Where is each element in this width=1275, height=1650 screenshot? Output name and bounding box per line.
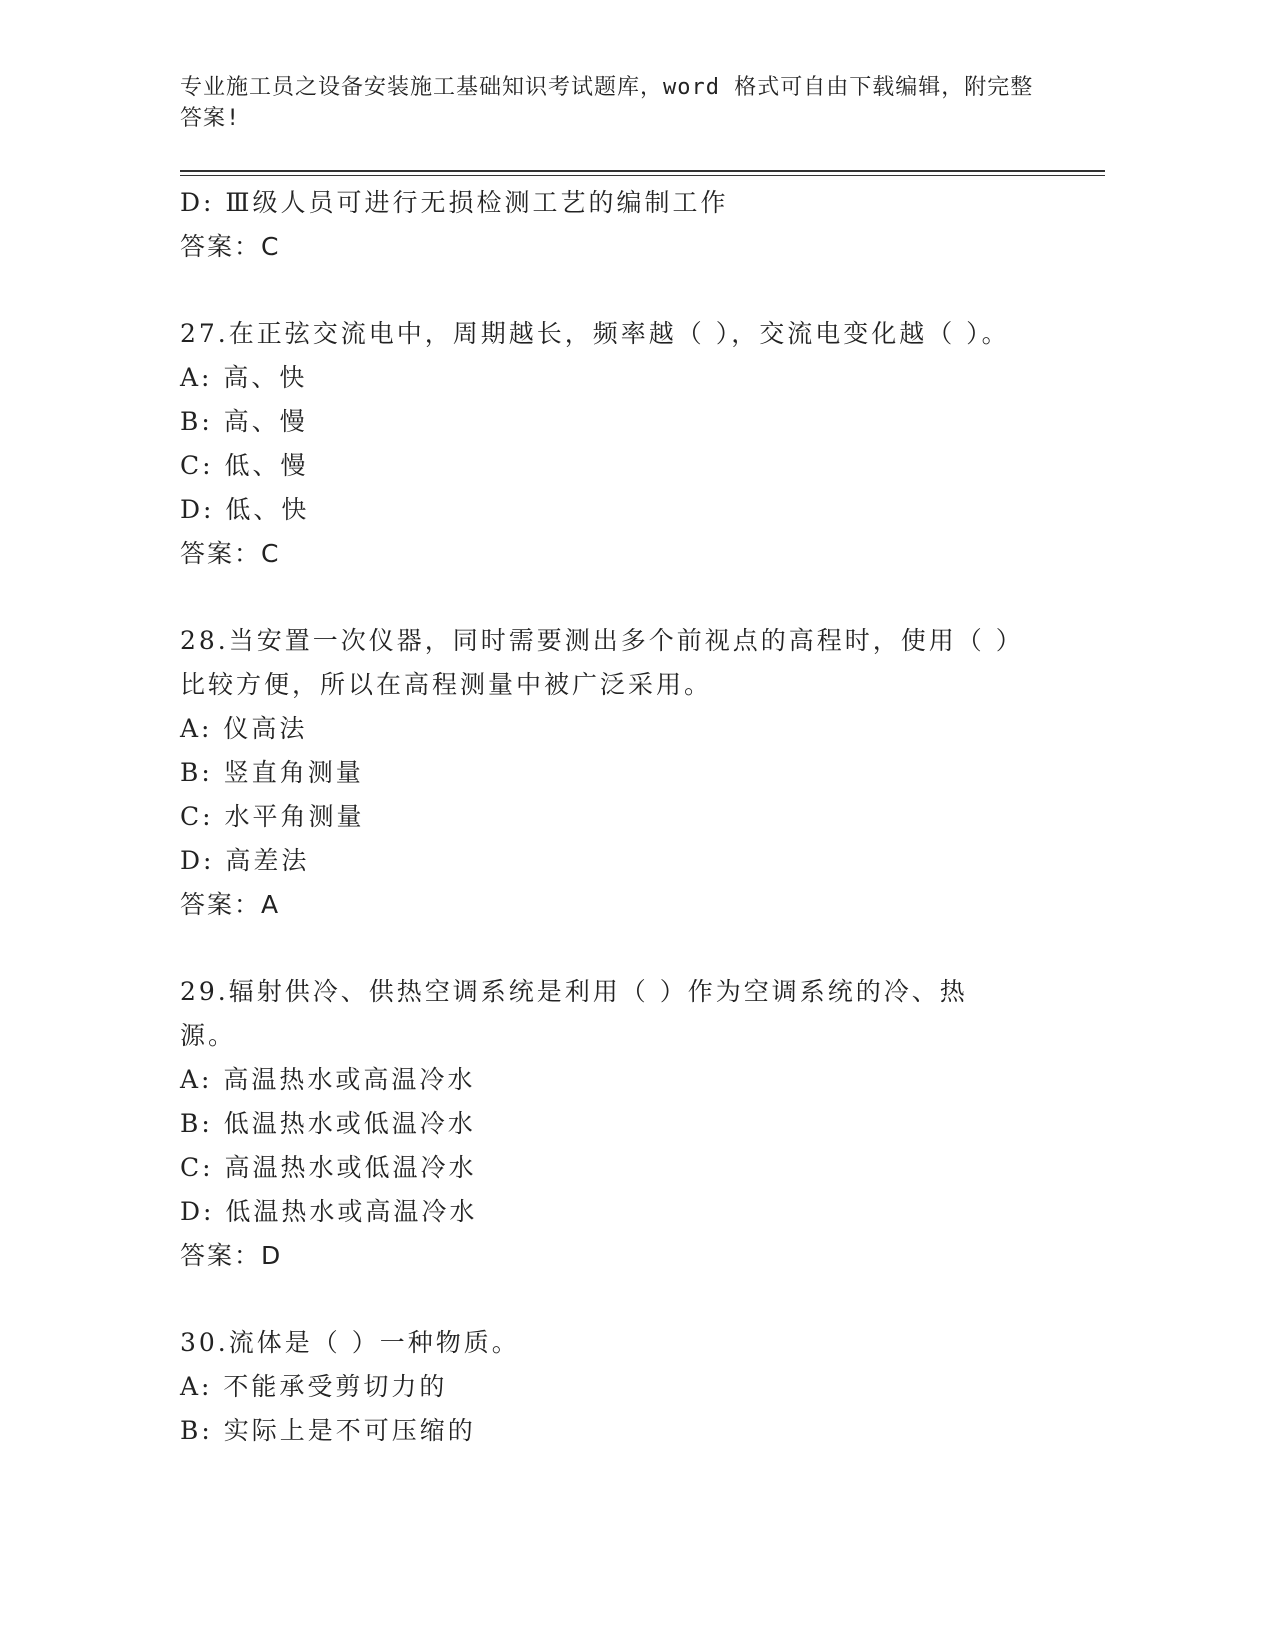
question-29 xyxy=(180,970,1060,1278)
option-b: B: 低温热水或低温冷水 xyxy=(180,1109,476,1138)
option-a: A: 不能承受剪切力的 xyxy=(180,1372,448,1401)
option-c: C: 高温热水或低温冷水 xyxy=(180,1153,477,1182)
question-27 xyxy=(180,312,1060,576)
option-b: B: 高、慢 xyxy=(180,407,308,436)
question-stem: 28.当安置一次仪器，同时需要测出多个前视点的高程时，使用（ ）比较方便，所以在高程测量中被广泛采用。 xyxy=(180,626,1012,699)
option-a: A: 仪高法 xyxy=(180,714,308,743)
option-b: B: 竖直角测量 xyxy=(180,758,364,787)
option-a: A: 高、快 xyxy=(180,363,308,392)
option-d: D: 高差法 xyxy=(180,846,310,875)
document-header: 专业施工员之设备安装施工基础知识考试题库，word 格式可自由下载编辑，附完整答案! xyxy=(180,75,1034,131)
answer: 答案：D xyxy=(180,1241,283,1270)
question-28 xyxy=(180,619,1060,927)
question-stem: 30.流体是（ ）一种物质。 xyxy=(180,1328,520,1357)
question-30 xyxy=(180,1321,1060,1453)
option-d: D: 低温热水或高温冷水 xyxy=(180,1197,478,1226)
option-b: B: 实际上是不可压缩的 xyxy=(180,1416,476,1445)
answer: 答案：A xyxy=(180,890,281,919)
question-stem: 29.辐射供冷、供热空调系统是利用（ ）作为空调系统的冷、热源。 xyxy=(180,977,968,1050)
option-c: C: 水平角测量 xyxy=(180,802,365,831)
option-a: A: 高温热水或高温冷水 xyxy=(180,1065,476,1094)
header-rule-thin xyxy=(180,175,1105,176)
question-stem: 27.在正弦交流电中，周期越长，频率越（ ），交流电变化越（ ）。 xyxy=(180,319,1010,348)
answer: 答案：C xyxy=(180,539,281,568)
option-d: D: 低、快 xyxy=(180,495,310,524)
header-rule-thick xyxy=(180,170,1105,172)
prev-answer: 答案：C xyxy=(180,232,281,261)
question-content xyxy=(180,181,1060,1453)
option-c: C: 低、慢 xyxy=(180,451,309,480)
prev-option-d: D: Ⅲ级人员可进行无损检测工艺的编制工作 xyxy=(180,188,729,217)
